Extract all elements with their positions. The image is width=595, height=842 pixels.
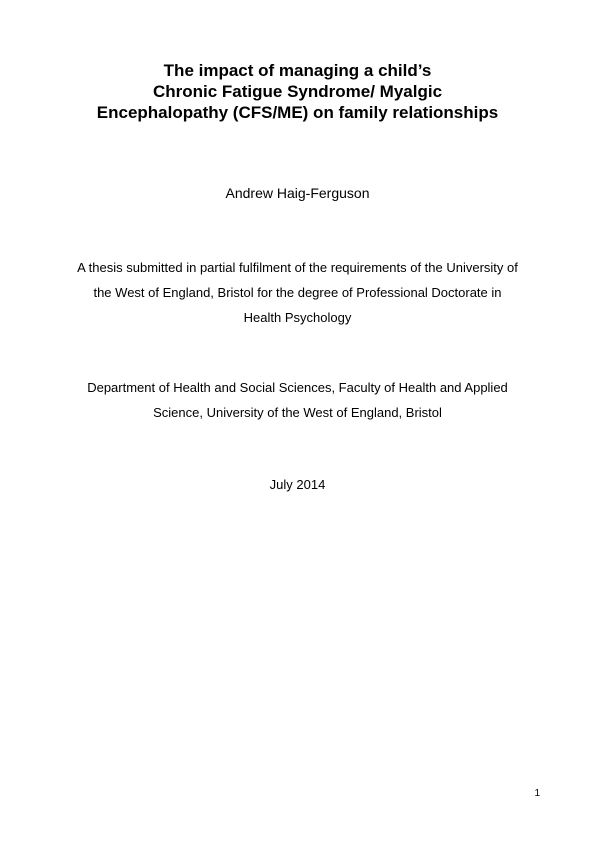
thesis-title-line: Encephalopathy (CFS/ME) on family relationships (96, 103, 499, 122)
department-line: Science, University of the West of England, Bristol (153, 405, 442, 420)
department-line: Department of Health and Social Sciences, Faculty of Health and Applied (87, 380, 508, 395)
submission-date: July 2014 (269, 477, 326, 492)
thesis-title (40, 60, 555, 123)
submission-statement-line: Health Psychology (243, 310, 352, 325)
department-affiliation (40, 375, 555, 425)
submission-statement-line: the West of England, Bristol for the degree of Professional Doctorate in (93, 285, 502, 300)
author-name: Andrew Haig-Ferguson (225, 185, 370, 201)
submission-statement-line: A thesis submitted in partial fulfilment of the requirements of the University of (77, 260, 518, 275)
thesis-title-line: Chronic Fatigue Syndrome/ Myalgic (152, 82, 443, 101)
thesis-title-line: The impact of managing a child’s (163, 61, 432, 80)
submission-statement (40, 255, 555, 330)
page-number: 1 (534, 788, 540, 799)
